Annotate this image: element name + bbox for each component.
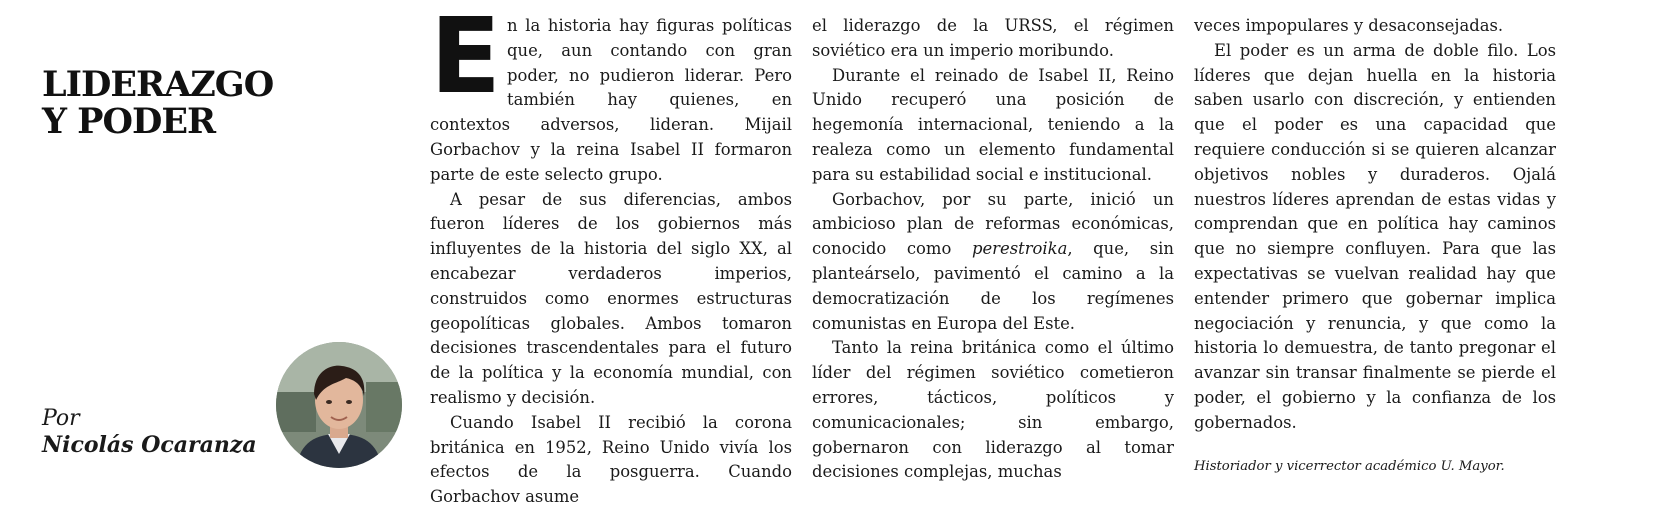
paragraph-1-text: n la historia hay figuras políticas que, aun contando con gran poder, no pudieron liderar. Pero también hay quienes, en contextos adversos, lideran. Mijail Gorbachov y la reina Isabel II formaron parte de este selecto grupo. bbox=[430, 16, 792, 184]
paragraph-3-part-2: el liderazgo de la URSS, el régimen soviético era un imperio moribundo. bbox=[812, 16, 1174, 60]
byline-author: Nicolás Ocaranza bbox=[42, 432, 257, 458]
paragraph-7: El poder es un arma de doble filo. Los líderes que dejan huella en la historia saben usarlo con discreción, y entienden que el poder es una capacidad que requiere conducción si se quieren alcanzar objetivos nobles y duraderos. Ojalá nuestros líderes aprendan de estas vidas y comprendan que en política hay caminos que no siempre confluyen. Para que las expectativas se vuelvan realidad hay que entender primero que gobernar implica negociación y renuncia, y que como la historia lo demuestra, de tanto pregonar el avanzar sin transar finalmente se pierde el poder, el gobierno y la confianza de los gobernados. bbox=[1194, 40, 1556, 432]
article-column-3 bbox=[1194, 14, 1556, 476]
byline-prefix: Por bbox=[42, 406, 80, 431]
byline bbox=[42, 405, 257, 459]
author-portrait-icon bbox=[276, 342, 402, 468]
paragraph-2: A pesar de sus diferencias, ambos fueron líderes de los gobiernos más influyentes de la historia del siglo XX, al encabezar verdaderos imperios, construidos como enormes estructuras geopolíticas globales. Ambos tomaron decisiones trascendentales para el futuro de la política y la economía mundial, con realismo y decisión. bbox=[430, 189, 792, 407]
paragraph-1 bbox=[430, 0, 792, 188]
perestroika-term: perestroika bbox=[971, 239, 1068, 259]
headline bbox=[42, 66, 273, 140]
headline-line-1: LIDERAZGO bbox=[42, 64, 274, 105]
paragraph-6-part-2: veces impopulares y desaconsejadas. bbox=[1194, 16, 1504, 35]
paragraph-6-part-1: Tanto la reina británica como el último líder del régimen soviético cometieron errores, tácticos, políticos y comunicacionales; sin embargo, gobernaron con liderazgo al tomar decisiones complejas, muchas bbox=[812, 338, 1174, 482]
paragraph-5-text-a: Gorbachov, por su parte, inició un ambicioso plan de reformas económicas, conocido como bbox=[812, 189, 1174, 259]
paragraph-5 bbox=[812, 188, 1174, 337]
dropcap: E bbox=[430, 0, 502, 117]
author-credentials: Historiador y vicerrector académico U. Mayor. bbox=[1194, 458, 1505, 474]
article-column-1 bbox=[430, 0, 792, 510]
paragraph-5-text-b: , que, sin planteárselo, pavimentó el camino a la democratización de los regímenes comunistas en Europa del Este. bbox=[812, 239, 1174, 333]
headline-line-2: Y PODER bbox=[42, 101, 216, 142]
article-column-2 bbox=[812, 14, 1174, 485]
paragraph-4: Durante el reinado de Isabel II, Reino Unido recuperó una posición de hegemonía internacional, teniendo a la realeza como un elemento fundamental para su estabilidad social e institucional. bbox=[812, 65, 1174, 184]
paragraph-3-part-1: Cuando Isabel II recibió la corona británica en 1952, Reino Unido vivía los efectos de la posguerra. Cuando Gorbachov asume bbox=[430, 412, 792, 507]
